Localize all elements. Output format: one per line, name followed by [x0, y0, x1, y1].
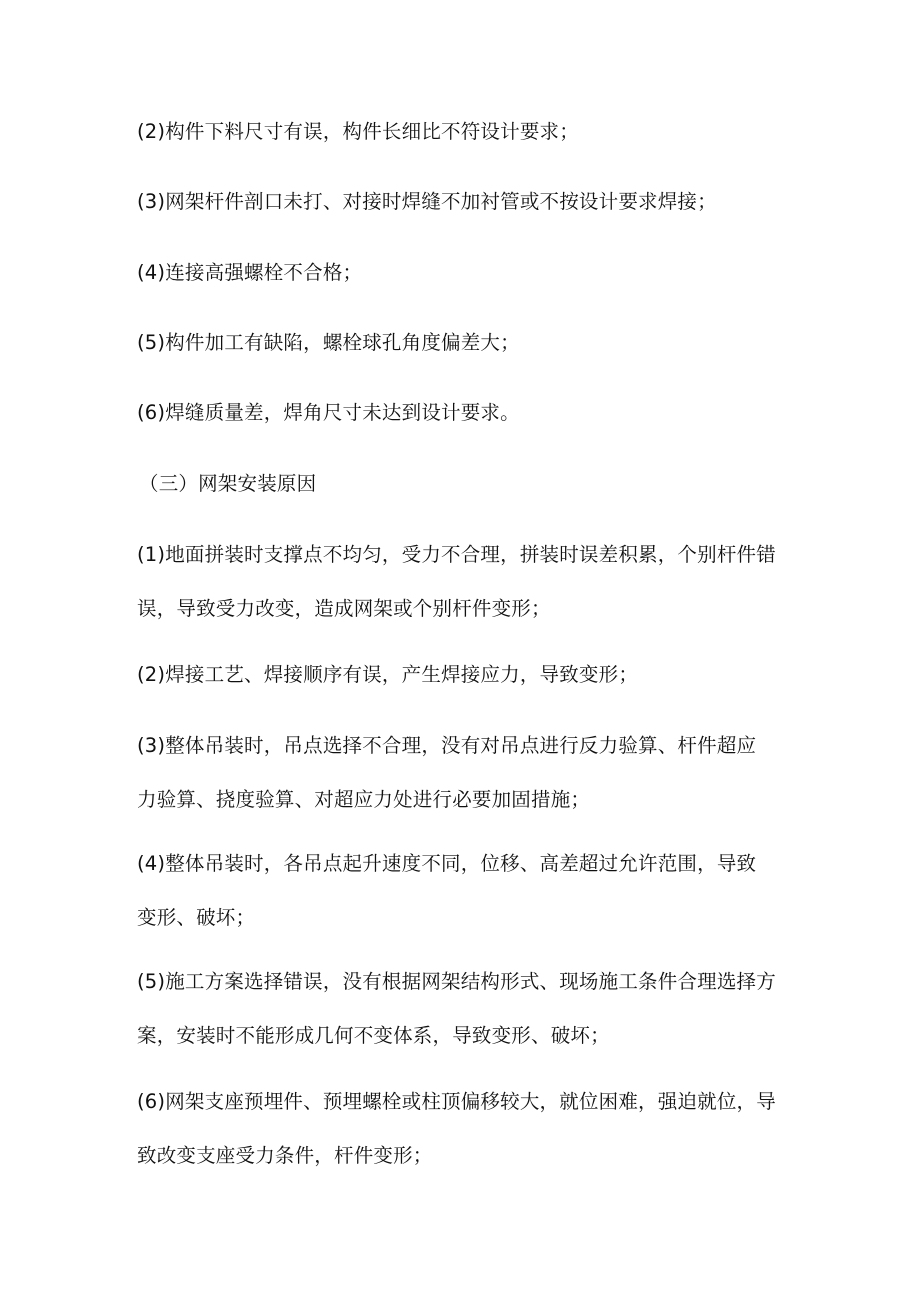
paragraph-line: (2)焊接工艺、焊接顺序有误，产生焊接应力，导致变形； [137, 663, 639, 686]
paragraph-line: (2)构件下料尺寸有误，构件长细比不符设计要求； [137, 120, 579, 143]
paragraph-line: 误，导致受力改变，造成网架或个别杆件变形； [137, 597, 551, 620]
paragraph-install-5 [137, 955, 787, 1063]
paragraph-line: (6)网架支座预埋件、预埋螺栓或柱顶偏移较大，就位困难，强迫就位，导 [137, 1090, 776, 1113]
paragraph-install-6 [137, 1075, 787, 1183]
paragraph-line: (5)施工方案选择错误，没有根据网架结构形式、现场施工条件合理选择方 [137, 970, 776, 993]
paragraph-install-2 [137, 648, 787, 702]
paragraph-line: (3)整体吊装时，吊点选择不合理，没有对吊点进行反力验算、杆件超应 [137, 734, 757, 757]
paragraph-line: 力验算、挠度验算、对超应力处进行必要加固措施； [137, 788, 591, 811]
paragraph-install-3 [137, 719, 787, 827]
paragraph-item-3 [137, 175, 787, 229]
paragraph-line: (3)网架杆件剖口未打、对接时焊缝不加衬管或不按设计要求焊接； [137, 190, 717, 213]
paragraph-line: (4)整体吊装时，各吊点起升速度不同，位移、高差超过允许范围，导致 [137, 852, 757, 875]
paragraph-line: (6)焊缝质量差，焊角尺寸未达到设计要求。 [137, 401, 520, 424]
paragraph-line: 案，安装时不能形成几何不变体系，导致变形、破坏； [137, 1024, 610, 1047]
paragraph-line: 变形、破坏； [137, 906, 256, 929]
section-heading [139, 457, 789, 511]
paragraph-line: (4)连接高强螺栓不合格； [137, 261, 363, 284]
paragraph-line: 致改变支座受力条件，杆件变形； [137, 1144, 433, 1167]
paragraph-line: (5)构件加工有缺陷，螺栓球孔角度偏差大； [137, 331, 520, 354]
paragraph-line: (1)地面拼装时支撑点不均匀，受力不合理，拼装时误差积累，个别杆件错 [137, 543, 776, 566]
paragraph-item-2 [137, 105, 787, 159]
paragraph-install-4 [137, 837, 787, 945]
paragraph-item-5 [137, 316, 787, 370]
paragraph-item-4 [137, 246, 787, 300]
paragraph-item-6 [137, 386, 787, 440]
section-heading-text: （三）网架安装原因 [139, 472, 317, 495]
paragraph-install-1 [137, 528, 787, 636]
